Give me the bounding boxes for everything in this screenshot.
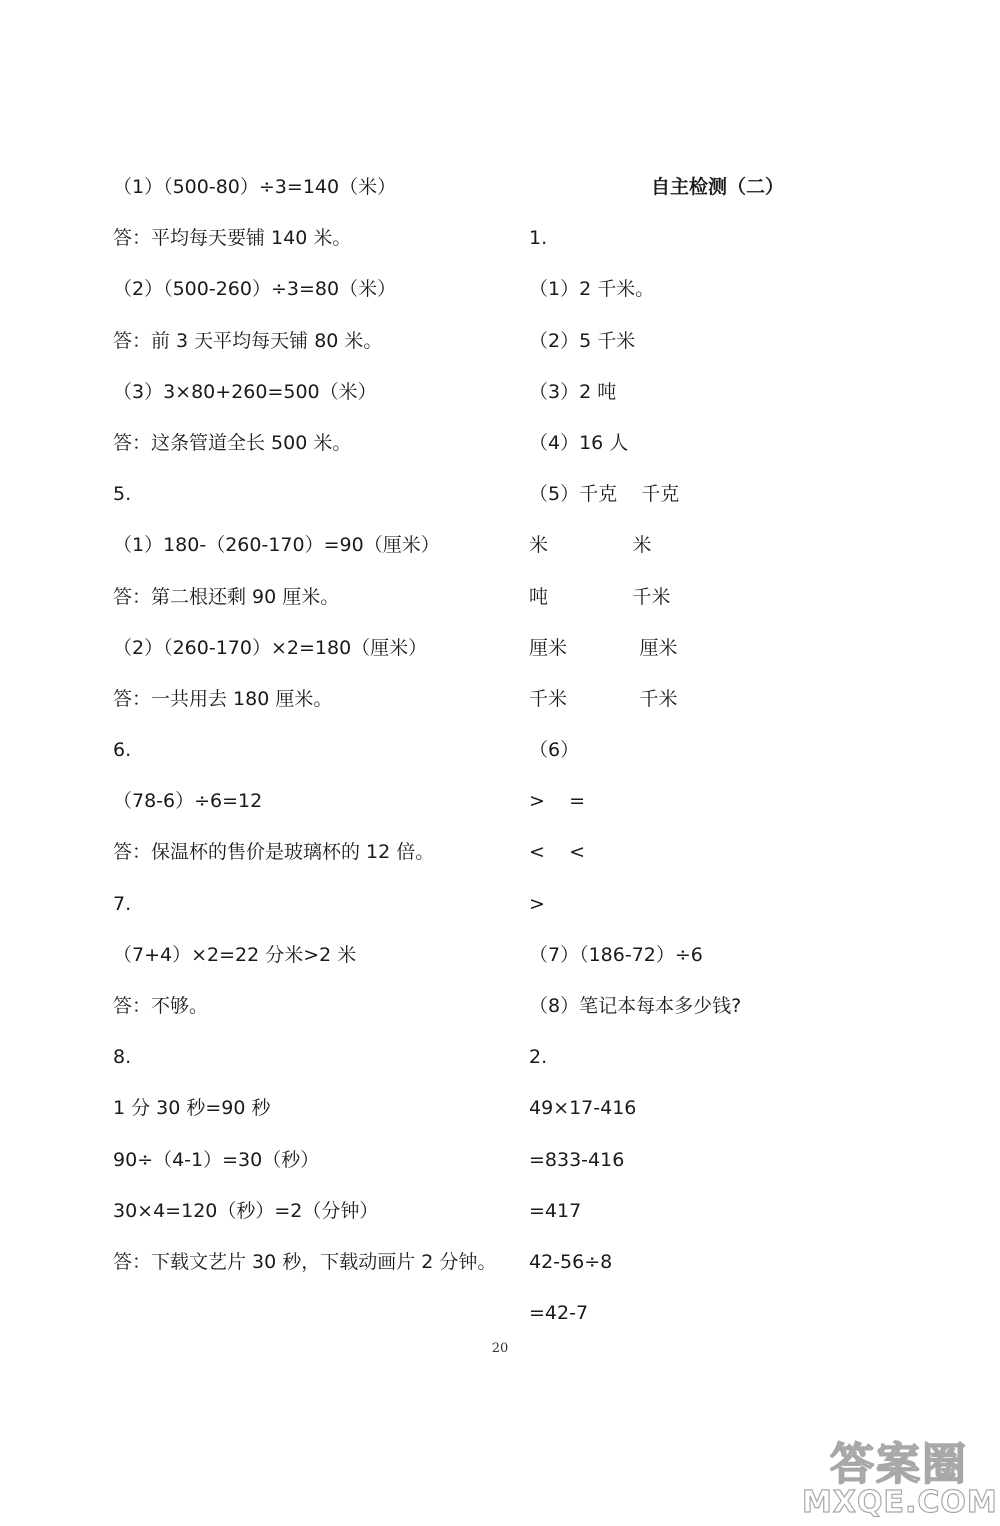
text-line: 42-56÷8 — [529, 1250, 613, 1273]
text-line: > = — [529, 790, 585, 813]
text-line: （2）5 千米 — [529, 329, 636, 352]
text-line: （3）3×80+260=500（米） — [113, 380, 377, 403]
text-line: （2）（500-260）÷3=80（米） — [113, 278, 397, 301]
left-column — [113, 168, 513, 1294]
text-line: 答：保温杯的售价是玻璃杯的 12 倍。 — [113, 841, 435, 864]
text-line: =833-416 — [529, 1148, 625, 1171]
text-line: （7+4）×2=22 分米>2 米 — [113, 943, 357, 966]
right-column — [529, 168, 929, 1345]
text-line: =42-7 — [529, 1302, 589, 1325]
text-line: 千米 千米 — [529, 687, 678, 710]
text-line: 答：平均每天要铺 140 米。 — [113, 227, 352, 250]
text-line: （5）千克 千克 — [529, 483, 680, 506]
text-line: （1）2 千米。 — [529, 278, 655, 301]
question-number: 7. — [113, 892, 132, 915]
text-line: =417 — [529, 1199, 582, 1222]
question-number: 5. — [113, 483, 132, 506]
section-title: 自主检测（二） — [651, 176, 785, 198]
question-number: 1. — [529, 227, 548, 250]
text-line: （2）（260-170）×2=180（厘米） — [113, 636, 428, 659]
text-line: （8）笔记本每本多少钱? — [529, 995, 742, 1017]
text-line: < < — [529, 841, 585, 864]
text-line: 厘米 厘米 — [529, 636, 678, 659]
text-line: 吨 千米 — [529, 585, 671, 608]
text-line: （1）（500-80）÷3=140（米） — [113, 176, 397, 198]
text-line: 答：一共用去 180 厘米。 — [113, 687, 333, 710]
question-number: 8. — [113, 1046, 132, 1069]
text-line: 答：下载文艺片 30 秒，下载动画片 2 分钟。 — [113, 1250, 497, 1273]
text-line: 米 米 — [529, 534, 652, 557]
text-line: （7）（186-72）÷6 — [529, 943, 703, 966]
text-line: （4）16 人 — [529, 431, 629, 454]
text-line: 90÷（4-1）=30（秒） — [113, 1148, 320, 1171]
text-line: （1）180-（260-170）=90（厘米） — [113, 534, 440, 557]
watermark-text: 答案圈 — [830, 1439, 968, 1490]
text-line: 答：第二根还剩 90 厘米。 — [113, 585, 340, 608]
text-line: 答：这条管道全长 500 米。 — [113, 431, 352, 454]
question-number: 2. — [529, 1046, 548, 1069]
text-line: > — [529, 892, 545, 915]
text-line: （78-6）÷6=12 — [113, 790, 263, 813]
page-number: 20 — [491, 1341, 509, 1356]
text-line: （6） — [529, 739, 580, 762]
text-line: 30×4=120（秒）=2（分钟） — [113, 1199, 379, 1222]
text-line: 1 分 30 秒=90 秒 — [113, 1097, 271, 1120]
watermark-url: MXQE.COM — [802, 1485, 998, 1520]
text-line: 49×17-416 — [529, 1097, 637, 1120]
text-line: （3）2 吨 — [529, 380, 617, 403]
text-line: 答：前 3 天平均每天铺 80 米。 — [113, 329, 383, 352]
watermark-logo — [802, 1428, 998, 1520]
question-number: 6. — [113, 739, 132, 762]
text-line: 答：不够。 — [113, 995, 209, 1017]
